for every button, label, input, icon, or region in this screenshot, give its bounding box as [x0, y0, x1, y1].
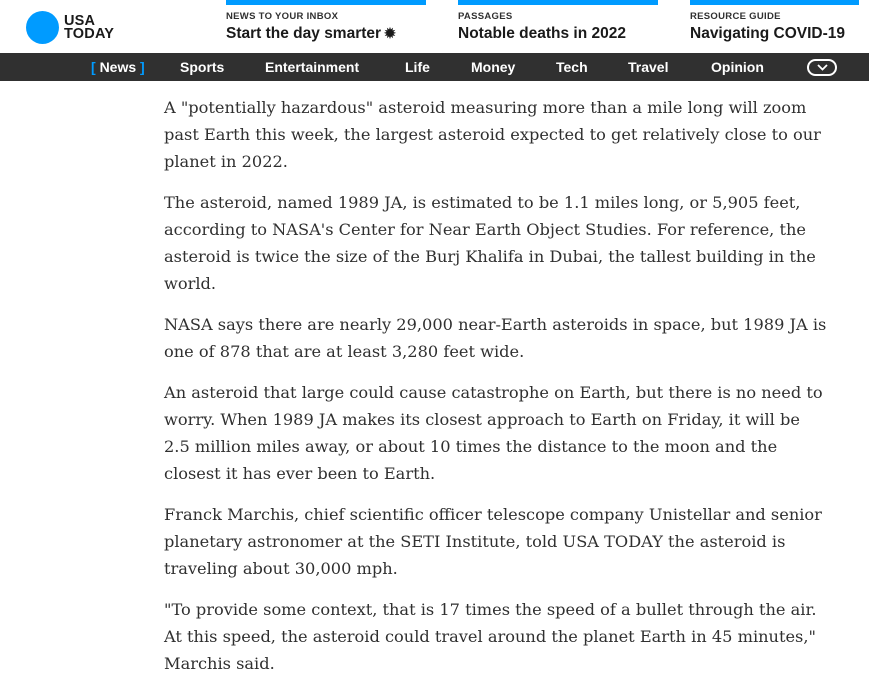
article-paragraph: Franck Marchis, chief scientific officer telescope company Unistellar and senior planetary astronomer at the SETI Institute, told USA TODAY the asteroid is traveling about 30,000 mph. [164, 505, 822, 578]
sun-icon: ✹ [384, 25, 396, 41]
promo-kicker: PASSAGES [458, 11, 513, 22]
nav-item-entertainment[interactable]: Entertainment [265, 59, 360, 75]
article-paragraph: An asteroid that large could cause catastrophe on Earth, but there is no need to worry. When 1989 JA makes its closest approach to Earth on Friday, it will be 2.5 million miles away, or about 10 times the distance to the moon and the closest it has ever been to Earth. [164, 383, 823, 483]
nav-item-opinion[interactable]: Opinion [711, 59, 764, 75]
promo-passages[interactable] [458, 0, 658, 53]
promo-resource-guide[interactable] [690, 0, 859, 53]
promo-kicker: NEWS TO YOUR INBOX [226, 11, 339, 22]
more-menu-button[interactable] [807, 59, 837, 76]
article-body [164, 94, 829, 691]
promo-headline: Notable deaths in 2022 [458, 25, 626, 42]
usa-today-logo[interactable] [26, 11, 114, 44]
promo-headline: Navigating COVID-19 [690, 25, 846, 42]
nav-item-travel[interactable]: Travel [628, 59, 669, 75]
promo-kicker: RESOURCE GUIDE [690, 11, 781, 22]
chevron-down-icon [817, 64, 828, 71]
nav-item-news[interactable]: [ News ] [91, 59, 145, 75]
top-promo-bar [0, 0, 869, 53]
article-paragraph: NASA says there are nearly 29,000 near-Earth asteroids in space, but 1989 JA is one of 878 that are at least 3,280 feet wide. [164, 315, 827, 361]
promo-headline: Start the day smarter ✹ [226, 25, 396, 42]
promo-newsletter[interactable] [226, 0, 426, 53]
nav-item-sports[interactable]: Sports [180, 59, 225, 75]
logo-circle [26, 11, 59, 44]
logo-wordmark: USA TODAY [64, 12, 115, 42]
main-nav [0, 53, 869, 81]
nav-item-tech[interactable]: Tech [556, 59, 588, 75]
nav-item-money[interactable]: Money [471, 59, 516, 75]
article-paragraph: "To provide some context, that is 17 times the speed of a bullet through the air. At this speed, the asteroid could travel around the planet Earth in 45 minutes," Marchis said. [164, 600, 817, 673]
nav-item-life[interactable]: Life [405, 59, 430, 75]
article-paragraph: A "potentially hazardous" asteroid measuring more than a mile long will zoom past Earth this week, the largest asteroid expected to get relatively close to our planet in 2022. [164, 98, 821, 171]
article-paragraph: The asteroid, named 1989 JA, is estimated to be 1.1 miles long, or 5,905 feet, according to NASA's Center for Near Earth Object Studies. For reference, the asteroid is twice the size of the Burj Khalifa in Dubai, the tallest building in the world. [164, 193, 816, 293]
